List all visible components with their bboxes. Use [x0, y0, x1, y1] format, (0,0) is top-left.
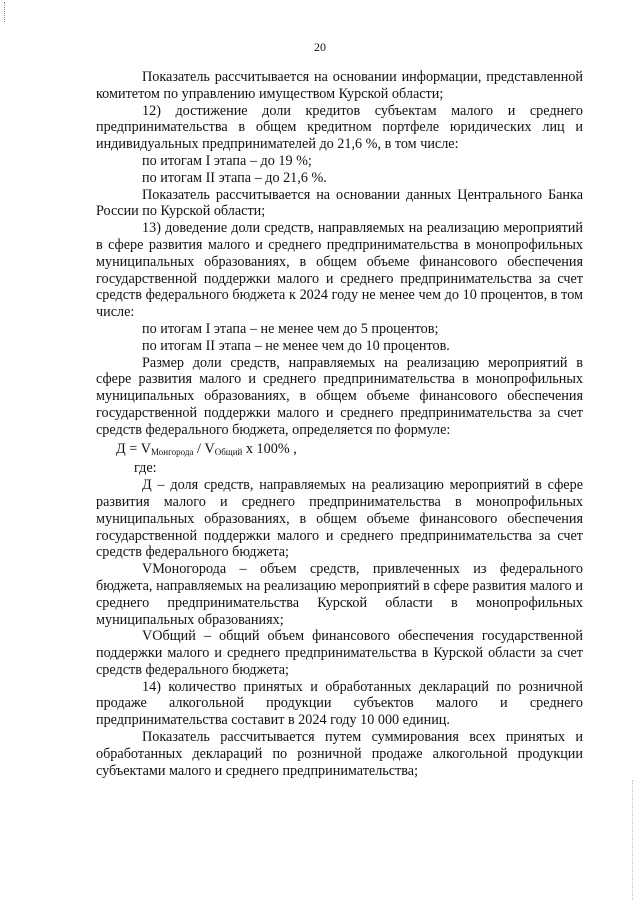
formula-rhs: х 100% , [242, 440, 297, 457]
document-body [96, 69, 583, 779]
paragraph-source-declarations: Показатель рассчитывается путем суммирования всех принятых и обработанных деклараций по розничной продаже алкогольной продукции субъектами малого и среднего предпринимательства; [96, 729, 583, 779]
where-label: где: [134, 460, 157, 477]
definition-v-total: VОбщий – общий объем финансового обеспечения государственной поддержки малого и среднего предпринимательства в Курской области за счет средств федерального бюджета; [96, 628, 583, 678]
paragraph-item-12: 12) достижение доли кредитов субъектам малого и среднего предпринимательства в общем кредитном портфеле юридических лиц и индивидуальных предпринимателей до 21,6 %, в том числе: [96, 102, 583, 153]
scan-edge-mark-right [632, 780, 635, 900]
list-item-stage-2-credit: по итогам II этапа – до 21,6 %. [142, 169, 327, 186]
formula-divider: / V [193, 440, 215, 457]
definition-v-monocity: VМоногорода – объем средств, привлеченных из федерального бюджета, направляемых на реализацию мероприятий в сфере развития малого и среднего предпринимательства Курской области в монопрофильных муниципальных образованиях; [96, 561, 583, 628]
formula-subscript-total: Общий [214, 446, 243, 457]
paragraph-item-13: 13) доведение доли средств, направляемых на реализацию мероприятий в сфере развития малого и среднего предпринимательства в монопрофильных муниципальных образованиях, в общем объеме финансового обеспечения государственной поддержки малого и среднего предпринимательства за счет средств федерального бюджета к 2024 году не менее чем до 10 процентов, в том числе: [96, 220, 583, 321]
paragraph-source-central-bank: Показатель рассчитывается на основании данных Центрального Банка России по Курской области; [96, 186, 583, 220]
formula-subscript-monocity: Монгорода [151, 446, 194, 457]
paragraph-item-14: 14) количество принятых и обработанных деклараций по розничной продаже алкогольной продукции субъектов малого и среднего предпринимательства составит в 2024 году 10 000 единиц. [96, 678, 583, 729]
list-item-stage-2-share: по итогам II этапа – не менее чем до 10 процентов. [142, 337, 450, 354]
paragraph-source-property-committee: Показатель рассчитывается на основании информации, представленной комитетом по управлению имуществом Курской области; [96, 69, 583, 102]
scan-edge-mark-left [4, 2, 7, 22]
formula-lhs: Д = V [116, 440, 152, 457]
formula [96, 441, 583, 458]
paragraph-share-size: Размер доли средств, направляемых на реализацию мероприятий в сфере развития малого и среднего предпринимательства в монопрофильных муниципальных образованиях, в общем объеме финансового обеспечения государственной поддержки малого и среднего предпринимательства за счет средств федерального бюджета, определяется по формуле: [96, 354, 583, 438]
page-number: 20 [314, 40, 326, 54]
list-item-stage-1-share: по итогам I этапа – не менее чем до 5 процентов; [142, 320, 439, 337]
definition-d: Д – доля средств, направляемых на реализацию мероприятий в сфере развития малого и среднего предпринимательства в монопрофильных муниципальных образованиях, в общем объеме финансового обеспечения государственной поддержки малого и среднего предпринимательства за счет средств федерального бюджета; [96, 477, 583, 561]
list-item-stage-1-credit: по итогам I этапа – до 19 %; [142, 152, 312, 169]
